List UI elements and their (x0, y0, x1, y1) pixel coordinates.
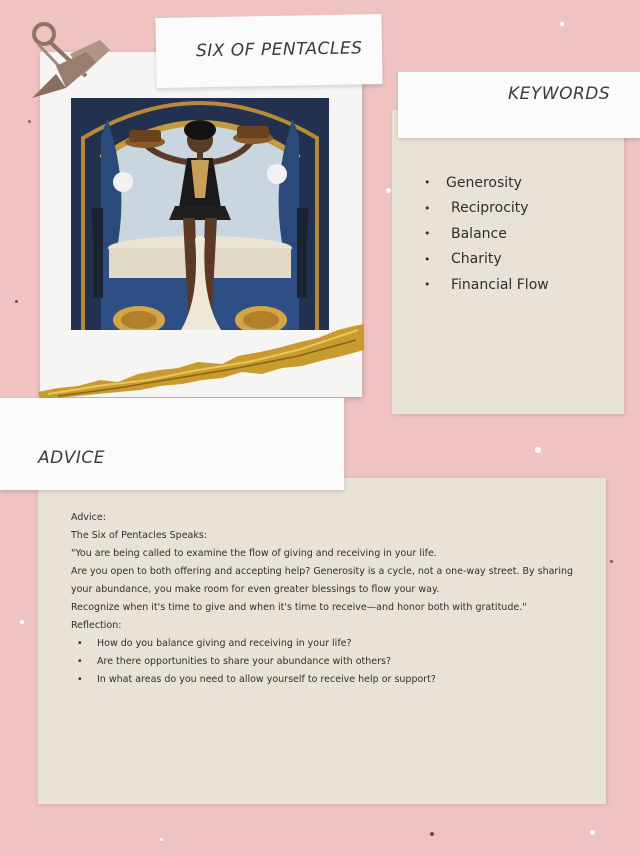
keyword-text: Balance (451, 225, 507, 242)
keyword-item (424, 272, 549, 298)
reflection-item: • How do you balance giving and receiving in your life? (71, 635, 591, 653)
bullet-icon: • (424, 227, 431, 241)
background-speck (560, 22, 564, 26)
background-speck (610, 560, 613, 563)
advice-speaks: The Six of Pentacles Speaks: (71, 530, 208, 541)
advice-quote-line: Are you open to both offering and accepting help? Generosity is a cycle, not a one-way street. By sharing your abundance, you make room for even greater blessings to flow your way. (71, 566, 574, 595)
background-speck (15, 300, 18, 303)
keyword-text: Financial Flow (451, 276, 549, 293)
tarot-card-image (71, 98, 329, 330)
advice-quote-line: Recognize when it's time to give and when it's time to receive—and honor both with gratitude." (71, 602, 527, 613)
advice-quote-line: "You are being called to examine the flow of giving and receiving in your life. (71, 548, 437, 559)
keyword-item (424, 196, 549, 222)
tarot-illustration (71, 98, 329, 330)
bullet-icon: • (424, 176, 431, 190)
gold-foil-strip (38, 322, 368, 402)
card-title: SIX OF PENTACLES (195, 38, 363, 62)
advice-heading: ADVICE (38, 448, 105, 468)
reflection-item: • Are there opportunities to share your abundance with others? (71, 653, 591, 671)
title-tape (155, 14, 382, 88)
binder-clip-icon (26, 14, 112, 100)
advice-body (71, 509, 591, 689)
background-speck (28, 120, 31, 123)
background-speck (590, 830, 595, 835)
keyword-text: Charity (451, 251, 502, 268)
keyword-item (424, 170, 549, 196)
background-speck (20, 620, 24, 624)
bullet-icon: • (424, 201, 431, 215)
background-speck (535, 447, 541, 453)
reflection-label: Reflection: (71, 620, 122, 631)
reflection-list (71, 635, 591, 689)
keyword-item (424, 247, 549, 273)
background-speck (430, 832, 434, 836)
reflection-item: • In what areas do you need to allow yourself to receive help or support? (71, 671, 591, 689)
advice-tape (0, 398, 344, 490)
advice-label: Advice: (71, 512, 106, 523)
background-speck (386, 188, 391, 193)
keywords-tape (398, 72, 640, 138)
keyword-text: Generosity (446, 174, 522, 191)
bullet-icon: • (424, 252, 431, 266)
bullet-icon: • (424, 278, 431, 292)
background-speck (160, 838, 163, 841)
keywords-list (424, 170, 549, 298)
keywords-heading: KEYWORDS (508, 84, 611, 104)
keyword-text: Reciprocity (451, 200, 529, 217)
keyword-item (424, 221, 549, 247)
